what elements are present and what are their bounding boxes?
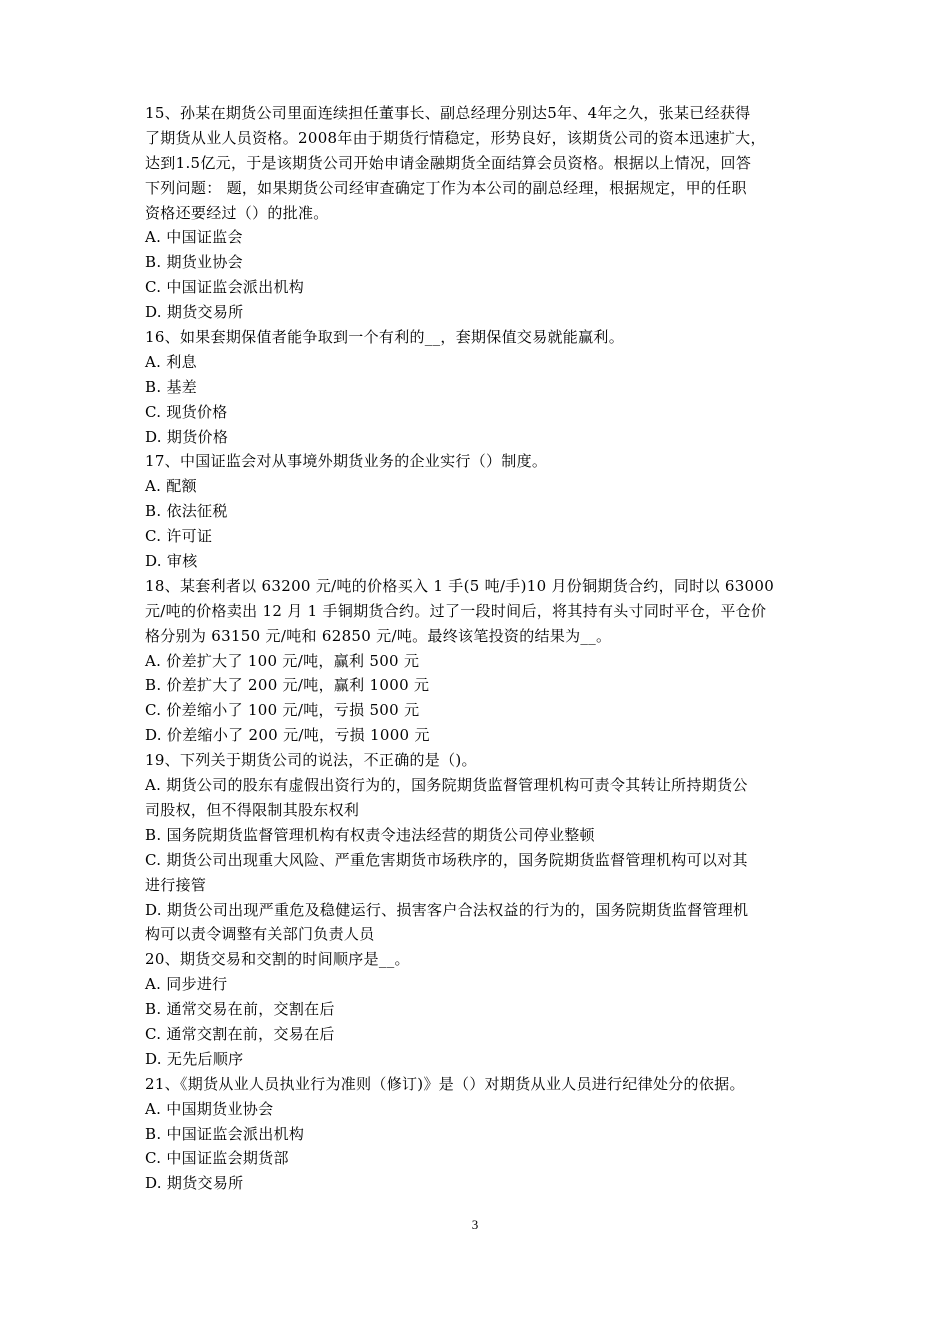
question-text-line: 15、孙某在期货公司里面连续担任董事长、副总经理分别达5年、4年之久，张某已经获得: [145, 104, 751, 122]
question-1: [145, 101, 810, 325]
answer-option: [145, 499, 810, 524]
page-number: 3: [471, 1217, 479, 1232]
answer-option: [145, 997, 810, 1022]
answer-option-line: D. 期货交易所: [145, 1174, 244, 1193]
answer-option: [145, 275, 810, 300]
answer-option-line: C. 价差缩小了 100 元/吨，亏损 500 元: [145, 701, 420, 720]
answer-option-line: 司股权，但不得限制其股东权利: [145, 800, 360, 819]
question-text-line: 18、某套利者以 63200 元/吨的价格买入 1 手(5 吨/手)10 月份铜期货合约，同时以 63000: [145, 576, 775, 595]
answer-option: [145, 673, 810, 698]
answer-option-line: D. 无先后顺序: [145, 1049, 244, 1068]
question-3: [145, 449, 810, 573]
answer-option-line: 构可以责令调整有关部门负责人员: [145, 925, 375, 944]
answer-option-line: D. 期货公司出现严重危及稳健运行、损害客户合法权益的行为的，国务院期货监督管理机: [145, 900, 749, 919]
answer-option: [145, 773, 810, 823]
question-2: [145, 325, 810, 449]
answer-option: [145, 549, 810, 574]
answer-option-line: C. 期货公司出现重大风险、严重危害期货市场秩序的，国务院期货监督管理机构可以对其: [145, 850, 748, 869]
answer-option: [145, 1022, 810, 1047]
document-body: [145, 101, 810, 1196]
answer-option-line: B. 依法征税: [145, 502, 228, 521]
question-text-line: 下列问题： 题，如果期货公司经审查确定丁作为本公司的副总经理，根据规定，甲的任职: [145, 178, 747, 197]
answer-option-line: B. 中国证监会派出机构: [145, 1124, 305, 1143]
answer-option: [145, 474, 810, 499]
answer-option: [145, 350, 810, 375]
question-text-line: 19、下列关于期货公司的说法，不正确的是（)。: [145, 751, 477, 770]
answer-option-line: B. 期货业协会: [145, 253, 243, 272]
answer-option-line: B. 通常交易在前，交割在后: [145, 1000, 335, 1019]
answer-option-line: C. 许可证: [145, 527, 213, 546]
answer-option-line: A. 期货公司的股东有虚假出资行为的，国务院期货监督管理机构可责令其转让所持期货公: [145, 776, 748, 795]
question-text-line: 达到1.5亿元，于是该期货公司开始申请金融期货全面结算会员资格。根据以上情况，回答: [145, 153, 752, 172]
answer-option: [145, 972, 810, 997]
answer-option: [145, 1097, 810, 1122]
question-5: [145, 748, 810, 947]
question-text-line: 资格还要经过（）的批准。: [145, 203, 329, 222]
answer-option: [145, 375, 810, 400]
answer-option: [145, 425, 810, 450]
answer-option: [145, 698, 810, 723]
answer-option: [145, 1047, 810, 1072]
answer-option-line: D. 审核: [145, 552, 198, 571]
answer-option-line: A. 中国证监会: [145, 228, 243, 247]
answer-option: [145, 250, 810, 275]
answer-option: [145, 400, 810, 425]
answer-option-line: C. 通常交割在前，交易在后: [145, 1024, 335, 1043]
answer-option: [145, 225, 810, 250]
answer-option-line: D. 期货价格: [145, 427, 229, 446]
answer-option: [145, 848, 810, 898]
answer-option-line: C. 中国证监会期货部: [145, 1149, 289, 1168]
answer-option-line: A. 同步进行: [145, 975, 228, 994]
question-text-line: 21、《期货从业人员执业行为准则（修订)》是（）对期货从业人员进行纪律处分的依据。: [145, 1074, 745, 1093]
question-6: [145, 947, 810, 1071]
answer-option-line: B. 国务院期货监督管理机构有权责令违法经营的期货公司停业整顿: [145, 825, 595, 844]
answer-option-line: A. 价差扩大了 100 元/吨，赢利 500 元: [145, 651, 420, 670]
answer-option: [145, 524, 810, 549]
answer-option-line: A. 中国期货业协会: [145, 1099, 274, 1118]
answer-option: [145, 898, 810, 948]
answer-option-line: A. 配额: [145, 477, 197, 496]
answer-option: [145, 723, 810, 748]
answer-option-line: C. 现货价格: [145, 402, 228, 421]
answer-option-line: 进行接管: [145, 875, 207, 894]
answer-option-line: D. 价差缩小了 200 元/吨，亏损 1000 元: [145, 726, 430, 745]
question-4: [145, 574, 810, 748]
question-text-line: 20、期货交易和交割的时间顺序是__。: [145, 950, 410, 969]
answer-option: [145, 300, 810, 325]
question-text-line: 16、如果套期保值者能争取到一个有利的__，套期保值交易就能赢利。: [145, 328, 624, 347]
question-text-line: 元/吨的价格卖出 12 月 1 手铜期货合约。过了一段时间后，将其持有头寸同时平仓，平仓价: [145, 601, 767, 620]
answer-option-line: B. 基差: [145, 377, 198, 396]
answer-option: [145, 1146, 810, 1171]
question-text-line: 格分别为 63150 元/吨和 62850 元/吨。最终该笔投资的结果为__。: [145, 626, 612, 645]
answer-option: [145, 1171, 810, 1196]
question-text-line: 17、中国证监会对从事境外期货业务的企业实行（）制度。: [145, 452, 548, 471]
answer-option: [145, 823, 810, 848]
question-7: [145, 1072, 810, 1196]
answer-option: [145, 1122, 810, 1147]
answer-option-line: C. 中国证监会派出机构: [145, 278, 305, 297]
question-text-line: 了期货从业人员资格。2008年由于期货行情稳定，形势良好，该期货公司的资本迅速扩大，: [145, 128, 766, 147]
answer-option-line: A. 利息: [145, 352, 197, 371]
answer-option-line: D. 期货交易所: [145, 303, 244, 322]
answer-option: [145, 649, 810, 674]
answer-option-line: B. 价差扩大了 200 元/吨，赢利 1000 元: [145, 676, 430, 695]
